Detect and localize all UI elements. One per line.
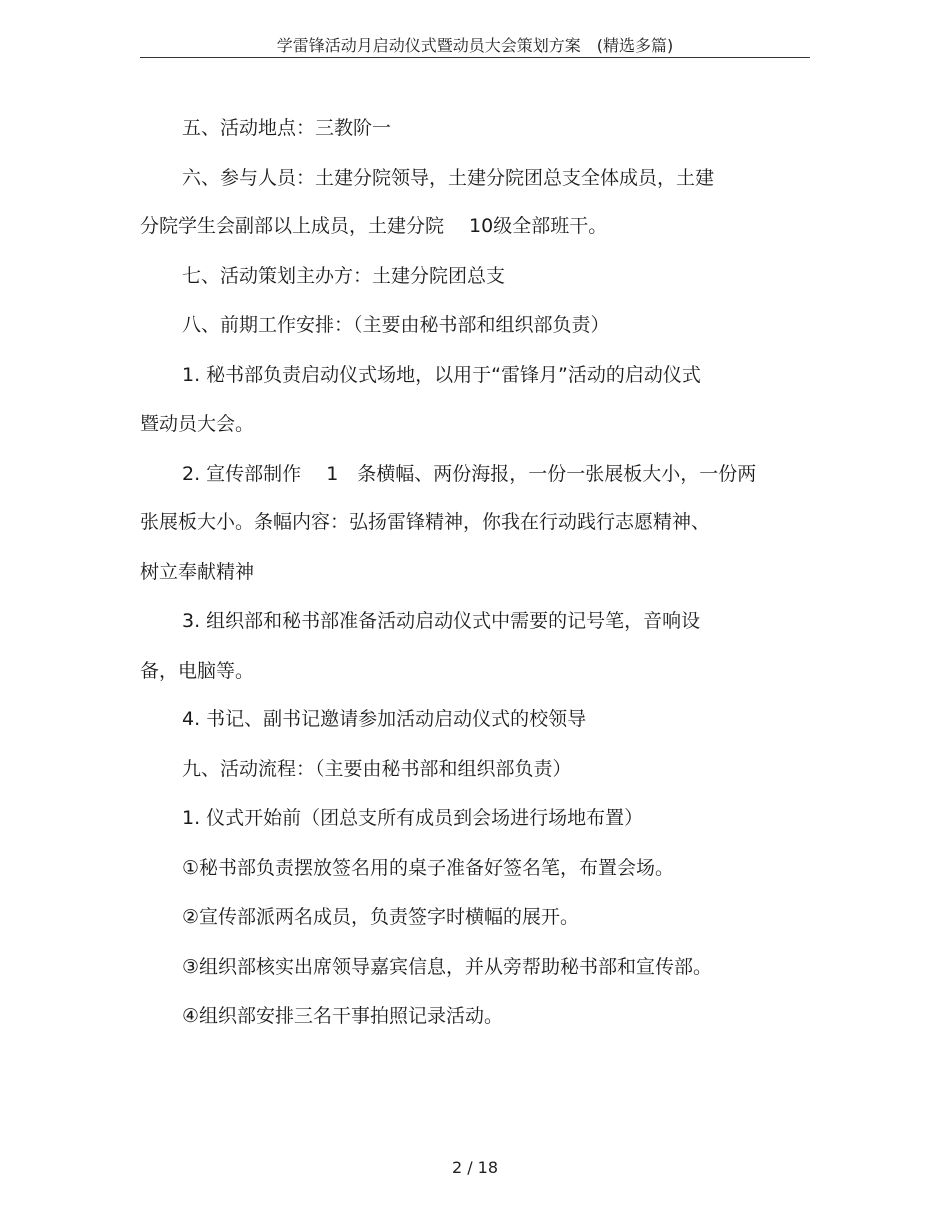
text-line: 1. 秘书部负责启动仪式场地，以用于“雷锋月”活动的启动仪式 [182,364,701,386]
text-line: 张展板大小。条幅内容：弘扬雷锋精神，你我在行动践行志愿精神、 [140,511,711,533]
text-line: 3. 组织部和秘书部准备活动启动仪式中需要的记号笔，音响设 [182,610,701,632]
text-line: 1. 仪式开始前（团总支所有成员到会场进行场地布置） [182,807,644,829]
text-line: 分院学生会副部以上成员，土建分院 10级全部班干。 [140,215,608,237]
text-line: ③组织部核实出席领导嘉宾信息，并从旁帮助秘书部和宣传部。 [182,956,713,978]
text-line: 六、参与人员：土建分院领导，土建分院团总支全体成员，土建 [182,167,715,189]
page-header-title: 学雷锋活动月启动仪式暨动员大会策划方案 (精选多篇) [276,36,674,55]
text-line: 五、活动地点：三教阶一 [182,117,392,139]
text-line: 八、前期工作安排：（主要由秘书部和组织部负责） [182,314,610,336]
text-line: 备，电脑等。 [140,660,255,682]
text-line: 树立奉献精神 [140,561,255,583]
header-divider [140,57,810,58]
text-line: 2. 宣传部制作 1 条横幅、两份海报，一份一张展板大小，一份两 [182,463,757,485]
text-line: 九、活动流程：（主要由秘书部和组织部负责） [182,758,572,780]
page-number: 2 / 18 [451,1158,499,1177]
text-line: ④组织部安排三名干事拍照记录活动。 [182,1005,504,1027]
text-line: ②宣传部派两名成员，负责签字时横幅的展开。 [182,906,580,928]
text-line: 七、活动策划主办方：土建分院团总支 [182,265,506,287]
text-line: 4. 书记、副书记邀请参加活动启动仪式的校领导 [182,708,587,730]
text-line: 暨动员大会。 [140,413,255,435]
text-line: ①秘书部负责摆放签名用的桌子准备好签名笔，布置会场。 [182,857,675,879]
